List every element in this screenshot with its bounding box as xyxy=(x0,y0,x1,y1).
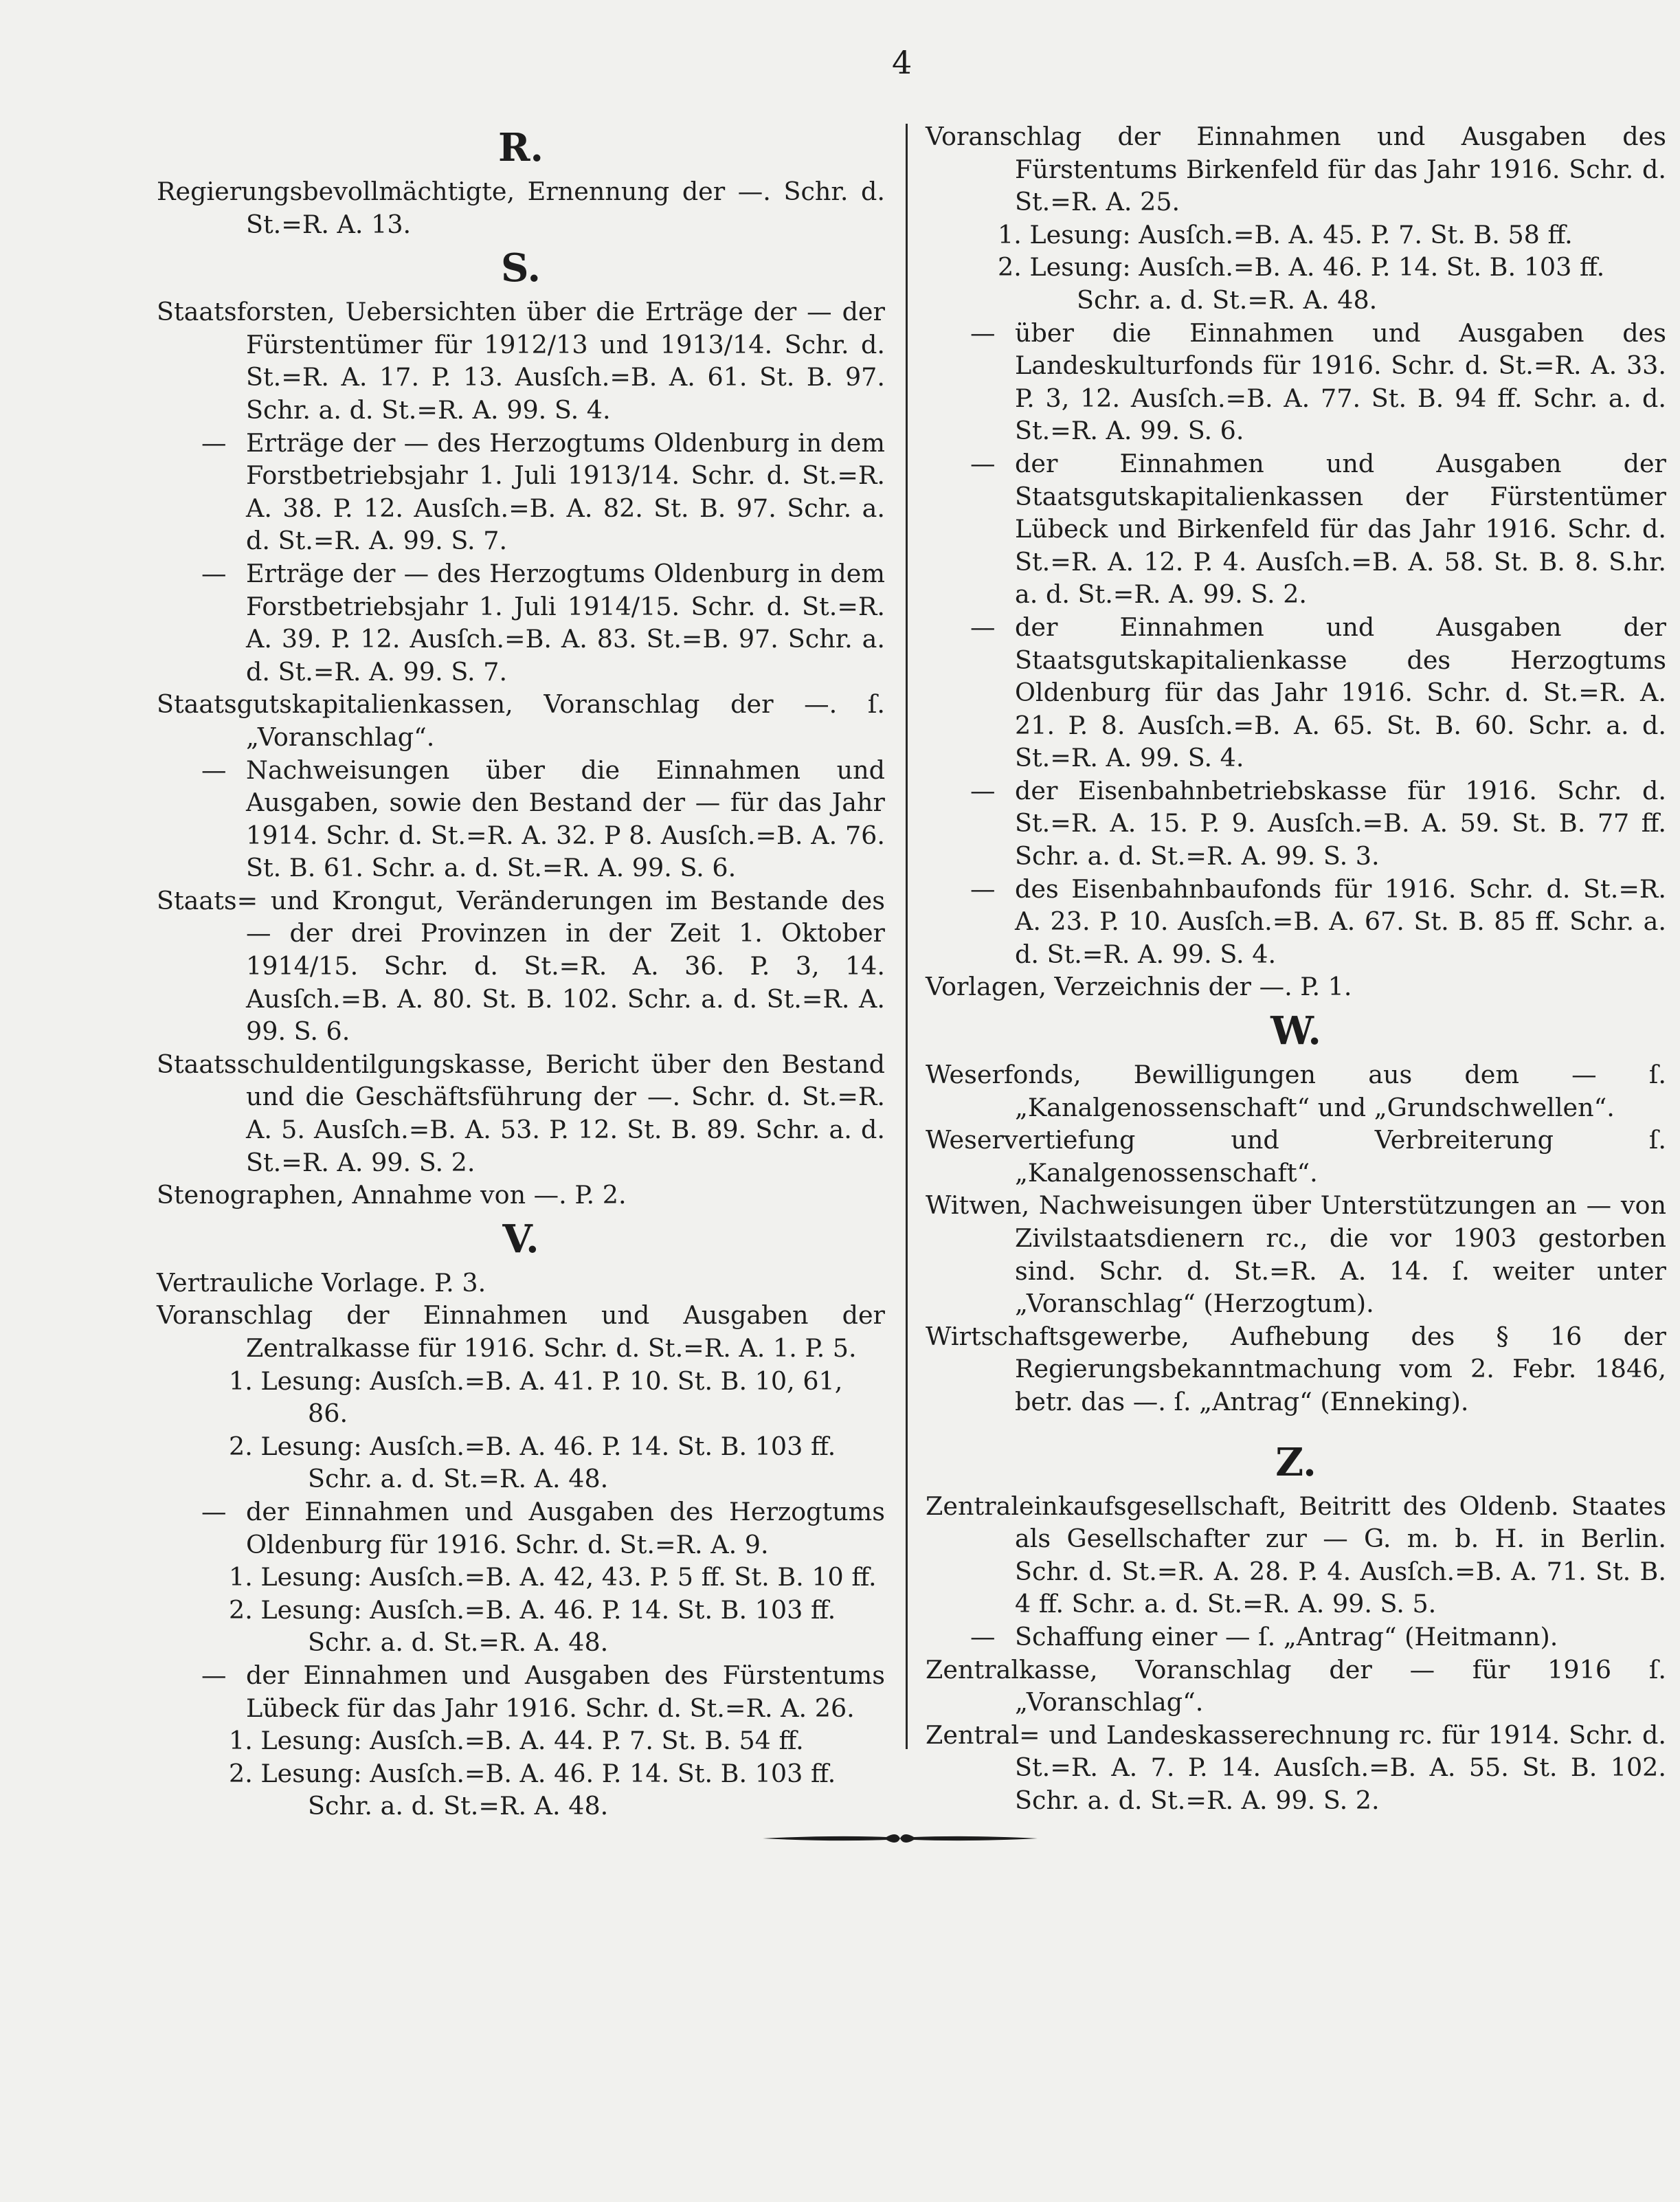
index-entry: Regierungsbevollmächtigte, Ernennung der —. Schr. d. St.=R. A. 13. xyxy=(157,177,885,239)
reading-line: 1. Lesung: Ausſch.=B. A. 42, 43. P. 5 ff. St. B. 10 ff. xyxy=(229,1562,877,1592)
index-entry: Zentralkasse, Voranschlag der — für 1916 ſ. „Voranschlag“. xyxy=(926,1654,1666,1717)
index-subentry: — Schaffung einer — ſ. „Antrag“ (Heitmann). xyxy=(926,1621,1666,1654)
section-heading-v: V. xyxy=(502,1216,539,1262)
index-entry: Staatsforsten, Uebersichten über die Erträge der — der Fürstentümer für 1912/13 und 1913/14. Schr. d. St.=R. A. 17. P. 13. Ausſch.=B. A. 61. St. B. 97. Schr. a. d. St.=R. A. 99. S. 4. xyxy=(157,297,885,425)
index-entry: Staatsschuldentilgungskasse, Bericht über den Bestand und die Geschäftsführung der —. Schr. d. St.=R. A. 5. Ausſch.=B. A. 53. P. 12. St. B. 89. Schr. a. d. St.=R. A. 99. S. 2. xyxy=(157,1049,885,1177)
index-subentry: — der Einnahmen und Ausgaben der Staatsgutskapitalienkassen der Fürstentümer Lübeck und Birkenfeld für das Jahr 1916. Schr. d. St.=R. A. 12. P. 4. Ausſch.=B. A. 58. St. B. 8. S.hr. a. d. St.=R. A. 99. S. 2. xyxy=(926,447,1666,611)
section-heading-r: R. xyxy=(497,125,544,170)
section-heading-s: S. xyxy=(501,245,541,291)
section-heading-z: Z. xyxy=(1275,1439,1317,1485)
left-column xyxy=(157,120,885,1823)
end-ornament xyxy=(763,1828,1038,1849)
page-number: 4 xyxy=(892,44,912,81)
reading-line: 2. Lesung: Ausſch.=B. A. 46. P. 14. St. B. 103 ff. xyxy=(229,1431,836,1461)
reading-line: Schr. a. d. St.=R. A. 48. xyxy=(308,1791,609,1821)
reading-line: Schr. a. d. St.=R. A. 48. xyxy=(308,1464,609,1494)
index-subentry: — Nachweisungen über die Einnahmen und Ausgaben, sowie den Bestand der — für das Jahr 1914. Schr. d. St.=R. A. 32. P 8. Ausſch.=B. A. 76. St. B. 61. Schr. a. d. St.=R. A. 99. S. 6. xyxy=(157,754,885,885)
index-entry: Stenographen, Annahme von —. P. 2. xyxy=(157,1180,627,1210)
index-entry: Weserfonds, Bewilligungen aus dem — ſ. „Kanalgenossenschaft“ und „Grundschwellen“. xyxy=(926,1060,1666,1122)
column-divider xyxy=(906,124,908,1749)
index-entry: Staatsgutskapitalienkassen, Voranschlag der —. ſ. „Voranschlag“. xyxy=(157,689,885,752)
index-entry: Witwen, Nachweisungen über Unterstützungen an — von Zivilstaatsdienern rc., die vor 1903 gestorben sind. Schr. d. St.=R. A. 14. ſ. weiter unter „Voranschlag“ (Herzogtum). xyxy=(926,1190,1666,1319)
index-entry: Zentral= und Landeskasserechnung rc. für 1914. Schr. d. St.=R. A. 7. P. 14. Ausſch.=B. A. 55. St. B. 102. Schr. a. d. St.=R. A. 99. S. 2. xyxy=(926,1720,1666,1815)
reading-line: 2. Lesung: Ausſch.=B. A. 46. P. 14. St. B. 103 ff. xyxy=(229,1758,836,1788)
right-column xyxy=(926,120,1666,1817)
index-entry: Voranschlag der Einnahmen und Ausgaben der Zentralkasse für 1916. Schr. d. St.=R. A. 1. P. 5. xyxy=(157,1300,885,1363)
reading-line: Schr. a. d. St.=R. A. 48. xyxy=(308,1627,609,1658)
reading-line: Schr. a. d. St.=R. A. 48. xyxy=(1077,285,1378,315)
reading-line: 2. Lesung: Ausſch.=B. A. 46. P. 14. St. B. 103 ff. xyxy=(998,252,1605,282)
reading-line: 2. Lesung: Ausſch.=B. A. 46. P. 14. St. B. 103 ff. xyxy=(229,1594,836,1625)
index-subentry: — Erträge der — des Herzogtums Oldenburg in dem Forstbetriebsjahr 1. Juli 1914/15. Schr. d. St.=R. A. 39. P. 12. Ausſch.=B. A. 83. St.=B. 97. Schr. a. d. St.=R. A. 99. S. 7. xyxy=(157,557,885,688)
index-entry: Wirtschaftsgewerbe, Aufhebung des § 16 der Regierungsbekanntmachung vom 2. Febr. 1846, betr. das —. ſ. „Antrag“ (Enneking). xyxy=(926,1321,1666,1416)
index-entry: Staats= und Krongut, Veränderungen im Bestande des — der drei Provinzen in der Zeit 1. Oktober 1914/15. Schr. d. St.=R. A. 36. P. 3, 14. Ausſch.=B. A. 80. St. B. 102. Schr. a. d. St.=R. A. 99. S. 6. xyxy=(157,885,885,1047)
index-subentry: — Erträge der — des Herzogtums Oldenburg in dem Forstbetriebsjahr 1. Juli 1913/14. Schr. d. St.=R. A. 38. P. 12. Ausſch.=B. A. 82. St. B. 97. Schr. a. d. St.=R. A. 99. S. 7. xyxy=(157,427,885,557)
index-entry: Zentraleinkaufsgesellschaft, Beitritt des Oldenb. Staates als Gesellschafter zur — G. m. b. H. in Berlin. Schr. d. St.=R. A. 28. P. 4. Ausſch.=B. A. 71. St. B. 4 ff. Schr. a. d. St.=R. A. 99. S. 5. xyxy=(926,1491,1666,1619)
index-entry: Vertrauliche Vorlage. P. 3. xyxy=(157,1267,486,1298)
reading-line: 1. Lesung: Ausſch.=B. A. 45. P. 7. St. B. 58 ff. xyxy=(998,219,1573,249)
index-entry: Weservertiefung und Verbreiterung ſ. „Kanalgenossenschaft“. xyxy=(926,1125,1666,1188)
index-subentry: — des Eisenbahnbaufonds für 1916. Schr. d. St.=R. A. 23. P. 10. Ausſch.=B. A. 67. St. B. 85 ff. Schr. a. d. St.=R. A. 99. S. 4. xyxy=(926,873,1666,971)
index-entry: Vorlagen, Verzeichnis der —. P. 1. xyxy=(926,972,1352,1002)
reading-line: 1. Lesung: Ausſch.=B. A. 44. P. 7. St. B. 54 ff. xyxy=(229,1726,804,1756)
index-subentry: — der Einnahmen und Ausgaben der Staatsgutskapitalienkasse des Herzogtums Oldenburg für das Jahr 1916. Schr. d. St.=R. A. 21. P. 8. Ausſch.=B. A. 65. St. B. 60. Schr. a. d. St.=R. A. 99. S. 4. xyxy=(926,611,1666,775)
index-entry: Voranschlag der Einnahmen und Ausgaben des Fürstentums Birkenfeld für das Jahr 1916. Schr. d. St.=R. A. 25. xyxy=(926,122,1666,217)
reading-line: 1. Lesung: Ausſch.=B. A. 41. P. 10. St. B. 10, 61, 86. xyxy=(229,1366,843,1429)
section-heading-w: W. xyxy=(1270,1008,1321,1054)
index-subentry: — über die Einnahmen und Ausgaben des Landeskulturfonds für 1916. Schr. d. St.=R. A. 33. P. 3, 12. Ausſch.=B. A. 77. St. B. 94 ff. Schr. a. d. St.=R. A. 99. S. 6. xyxy=(926,317,1666,447)
index-subentry: — der Einnahmen und Ausgaben des Fürstentums Lübeck für das Jahr 1916. Schr. d. St.=R. A. 26. xyxy=(157,1659,885,1724)
index-subentry: — der Einnahmen und Ausgaben des Herzogtums Oldenburg für 1916. Schr. d. St.=R. A. 9. xyxy=(157,1495,885,1561)
index-subentry: — der Eisenbahnbetriebskasse für 1916. Schr. d. St.=R. A. 15. P. 9. Ausſch.=B. A. 59. St. B. 77 ff. Schr. a. d. St.=R. A. 99. S. 3. xyxy=(926,775,1666,873)
